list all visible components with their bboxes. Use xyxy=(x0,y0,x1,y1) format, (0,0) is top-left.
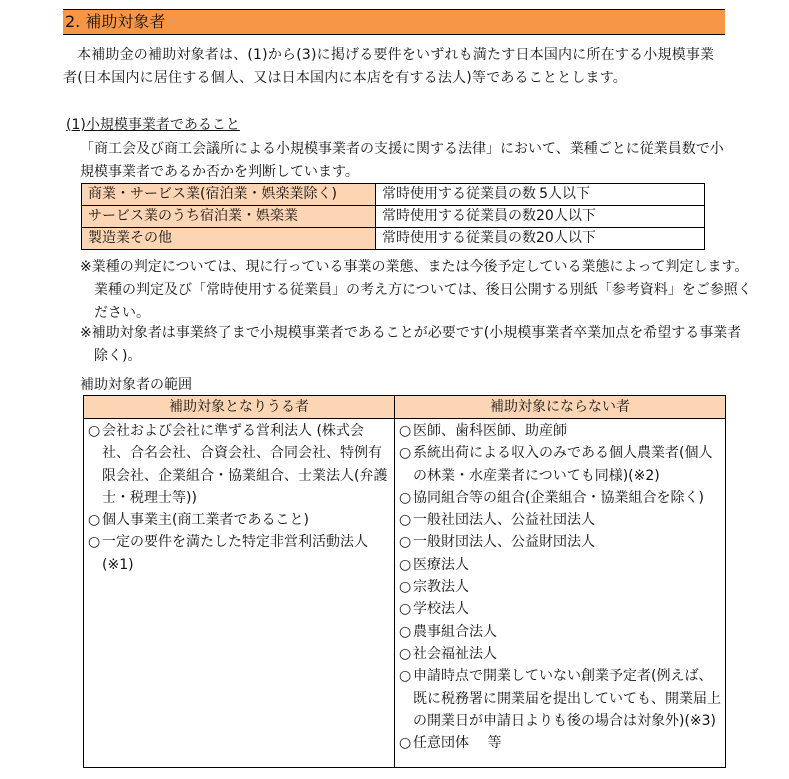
list-item-text: 協同組合等の組合(企業組合・協業組合を除く) xyxy=(413,489,704,506)
list-item-text: 学校法人 xyxy=(413,601,469,618)
circle-bullet-icon: ○ xyxy=(399,445,412,462)
ineligible-cell xyxy=(395,419,726,768)
list-item xyxy=(399,487,721,509)
circle-bullet-icon: ○ xyxy=(399,601,412,618)
criterion-limit: 5人以下 xyxy=(539,186,590,202)
criterion-text: 常時使用する従業員の数 xyxy=(382,186,536,202)
list-item xyxy=(399,576,721,598)
scope-table xyxy=(83,395,726,768)
circle-bullet-icon: ○ xyxy=(399,668,412,685)
list-item xyxy=(399,420,721,442)
eligible-header: 補助対象となりうる者 xyxy=(84,396,395,419)
table-header-row xyxy=(84,396,726,419)
list-item-text: 農事組合法人 xyxy=(413,623,497,640)
criterion-text: 常時使用する従業員の数 xyxy=(382,230,536,246)
eligible-cell xyxy=(84,419,395,768)
list-item-text: 宗教法人 xyxy=(413,579,469,596)
circle-bullet-icon: ○ xyxy=(399,423,412,439)
circle-bullet-icon: ○ xyxy=(399,735,412,752)
list-item-text: 一般社団法人、公益社団法人 xyxy=(413,512,595,529)
circle-bullet-icon: ○ xyxy=(88,512,101,529)
list-item xyxy=(399,598,721,620)
table-row xyxy=(82,206,705,228)
industry-category: 製造業その他 xyxy=(82,228,376,250)
circle-bullet-icon: ○ xyxy=(88,423,101,439)
list-item xyxy=(399,732,721,754)
table-row xyxy=(82,184,705,206)
circle-bullet-icon: ○ xyxy=(88,534,101,551)
list-item-text: 医療法人 xyxy=(413,556,469,573)
list-item-text: 会社および会社に準ずる営利法人 (株式会社、合名会社、合資会社、合同会社、特例有限会社、企業組合・協業組合、士業法人(弁護士・税理士等)) xyxy=(102,423,388,506)
list-item-text: 系統出荷による収入のみである個人農業者(個人の林業・水産業者についても同様)(※2) xyxy=(413,445,713,484)
industry-category: サービス業のうち宿泊業・娯楽業 xyxy=(82,206,376,228)
subsection-heading: (1)小規模事業者であること xyxy=(66,117,240,133)
list-item-text: 社会福祉法人 xyxy=(413,645,497,662)
list-item xyxy=(88,509,390,531)
ineligible-header: 補助対象にならない者 xyxy=(395,396,726,419)
law-paragraph: 「商工会及び商工会議所による小規模事業者の支援に関する法律」において、業種ごとに従業員数で小規模事業者であるか否かを判断しています。 xyxy=(80,141,724,180)
section-title: 2. 補助対象者 xyxy=(63,9,725,35)
note-industry-determination: ※業種の判定については、現に行っている事業の業態、または今後予定している業態によって判定します。業種の判定及び「常時使用する従業員」の考え方については、後日公開する別紙「参考資料」をご参照ください。 xyxy=(80,259,752,321)
list-item xyxy=(88,531,390,576)
circle-bullet-icon: ○ xyxy=(399,623,412,640)
employee-criterion xyxy=(376,228,705,250)
list-item-text: 一定の要件を満たした特定非営利活動法人(※1) xyxy=(102,534,368,573)
table-row xyxy=(84,419,726,768)
note-small-business-requirement: ※補助対象者は事業終了まで小規模事業者であることが必要です(小規模事業者卒業加点を希望する事業者除く)。 xyxy=(80,325,742,364)
list-item xyxy=(399,621,721,643)
scope-title: 補助対象者の範囲 xyxy=(80,377,192,393)
industry-category: 商業・サービス業(宿泊業・娯楽業除く) xyxy=(82,184,376,206)
list-item xyxy=(399,643,721,665)
employee-criterion xyxy=(376,206,705,228)
circle-bullet-icon: ○ xyxy=(399,579,412,596)
circle-bullet-icon: ○ xyxy=(399,489,412,506)
eligible-list xyxy=(88,420,390,576)
list-item-text: 個人事業主(商工業者であること) xyxy=(102,512,309,529)
circle-bullet-icon: ○ xyxy=(399,556,412,573)
ineligible-list xyxy=(399,420,721,754)
list-item xyxy=(88,420,390,509)
list-item-text: 医師、歯科医師、助産師 xyxy=(413,423,567,439)
circle-bullet-icon: ○ xyxy=(399,645,412,662)
employee-criterion xyxy=(376,184,705,206)
list-item-text: 任意団体 等 xyxy=(413,735,502,752)
size-criteria-table xyxy=(81,183,705,250)
table-row xyxy=(82,228,705,250)
circle-bullet-icon: ○ xyxy=(399,512,412,529)
list-item xyxy=(399,442,721,487)
criterion-limit: 20人以下 xyxy=(536,208,596,224)
list-item xyxy=(399,509,721,531)
list-item xyxy=(399,665,721,732)
list-item xyxy=(399,554,721,576)
intro-paragraph: 本補助金の補助対象者は、(1)から(3)に掲げる要件をいずれも満たす日本国内に所在する小規模事業者(日本国内に居住する個人、又は日本国内に本店を有する法人)等であることとします。 xyxy=(63,47,715,86)
list-item xyxy=(399,531,721,553)
criterion-limit: 20人以下 xyxy=(536,230,596,246)
list-item-text: 申請時点で開業していない創業予定者(例えば、既に税務署に開業届を提出していても、開業届上の開業日が申請日よりも後の場合は対象外)(※3) xyxy=(413,668,721,729)
list-item-text: 一般財団法人、公益財団法人 xyxy=(413,534,595,551)
circle-bullet-icon: ○ xyxy=(399,534,412,551)
criterion-text: 常時使用する従業員の数 xyxy=(382,208,536,224)
